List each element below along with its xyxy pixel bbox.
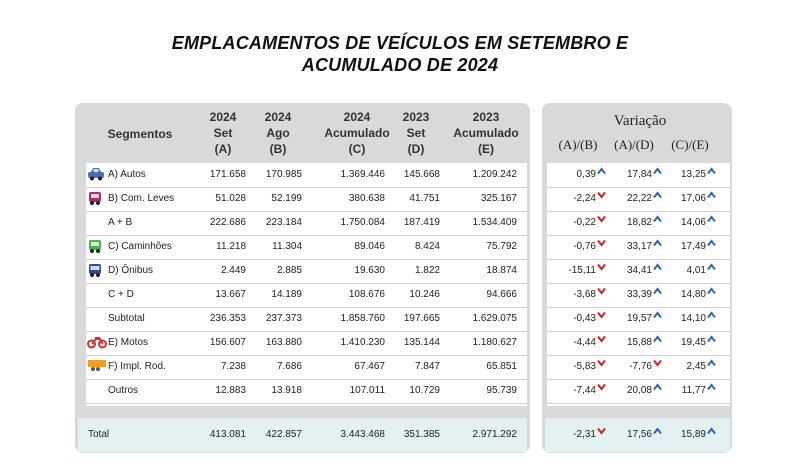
arrow-down-icon — [597, 287, 606, 298]
cell-e: 94.666 — [486, 289, 517, 300]
cell-b: 7.686 — [276, 361, 302, 372]
cell-d: 7.847 — [414, 361, 440, 372]
row-divider — [547, 187, 730, 188]
row-divider — [86, 403, 527, 404]
arrow-up-icon — [707, 359, 716, 370]
cell-e: 1.534.409 — [472, 217, 517, 228]
column-header-line: (E) — [478, 142, 494, 156]
row-label: C + D — [108, 289, 134, 300]
row-label: A) Autos — [108, 169, 146, 180]
arrow-down-icon — [653, 359, 662, 370]
column-header-line: Set — [406, 126, 426, 140]
cell-e: 65.851 — [486, 361, 517, 372]
row-divider — [86, 355, 527, 356]
cell-d: 1.822 — [414, 265, 440, 276]
row-divider — [547, 403, 730, 404]
cell-d: 135.144 — [403, 337, 440, 348]
column-header — [252, 109, 304, 157]
cell-b: 163.880 — [265, 337, 302, 348]
arrow-up-icon — [653, 191, 662, 202]
column-header-line: (D) — [407, 142, 425, 156]
column-header — [450, 109, 522, 157]
cell-b: 52.199 — [271, 193, 302, 204]
row-label: Outros — [108, 385, 139, 396]
cell-b: 2.885 — [276, 265, 302, 276]
column-header-line: Acumulado — [453, 126, 519, 140]
variation-v1: -0,43 — [573, 313, 596, 324]
column-header-line: (C) — [348, 142, 366, 156]
column-header — [197, 109, 249, 157]
row-divider — [86, 379, 527, 380]
cell-e: 1.180.627 — [472, 337, 517, 348]
column-header-line: Ago — [266, 126, 290, 140]
cell-b: 11.304 — [272, 241, 302, 252]
title-line-1: EMPLACAMENTOS DE VEÍCULOS EM SETEMBRO E — [171, 33, 629, 53]
arrow-up-icon — [653, 167, 662, 178]
arrow-up-icon — [707, 383, 716, 394]
cell-c: 19.630 — [354, 265, 385, 276]
arrow-down-icon — [597, 239, 606, 250]
variation-v2: 33,39 — [626, 289, 652, 300]
variation-v3: 17,06 — [680, 193, 706, 204]
truck-icon — [87, 239, 103, 259]
column-header-line: 2024 — [343, 110, 371, 124]
cell-b: 13.918 — [271, 385, 302, 396]
arrow-up-icon — [707, 239, 716, 250]
cell-b: 237.373 — [265, 313, 302, 324]
variation-v2: 17,84 — [626, 169, 652, 180]
cell-d: 351.385 — [403, 429, 440, 440]
cell-c: 3.443.468 — [340, 429, 385, 440]
variation-v3: 19,45 — [680, 337, 706, 348]
cell-a: 222.686 — [209, 217, 246, 228]
arrow-up-icon — [653, 287, 662, 298]
cell-a: 51.028 — [215, 193, 246, 204]
variation-v1: -0,76 — [573, 241, 596, 252]
arrow-up-icon — [707, 427, 716, 438]
cell-e: 2.971.292 — [472, 429, 517, 440]
arrow-up-icon — [707, 287, 716, 298]
arrow-up-icon — [707, 263, 716, 274]
page-title — [0, 32, 800, 76]
cell-c: 1.750.084 — [340, 217, 385, 228]
variation-v3: 13,25 — [680, 169, 706, 180]
cell-a: 7.238 — [220, 361, 246, 372]
row-divider — [547, 355, 730, 356]
variation-v2: 20,08 — [626, 385, 652, 396]
column-header — [392, 109, 440, 157]
row-divider — [547, 283, 730, 284]
variation-v3: 14,10 — [680, 313, 706, 324]
cell-b: 223.184 — [265, 217, 302, 228]
variation-v2: 22,22 — [626, 193, 652, 204]
variation-v3: 14,06 — [680, 217, 706, 228]
arrow-up-icon — [653, 239, 662, 250]
cell-c: 1.410.230 — [340, 337, 385, 348]
arrow-up-icon — [597, 167, 606, 178]
cell-e: 75.792 — [486, 241, 517, 252]
row-divider — [547, 331, 730, 332]
trailer-icon — [87, 359, 107, 377]
bus-icon — [87, 263, 103, 283]
variation-v2: 19,57 — [626, 313, 652, 324]
cell-e: 325.167 — [480, 193, 517, 204]
variation-v1: 0,39 — [576, 169, 596, 180]
column-header — [322, 109, 392, 157]
cell-a: 156.607 — [209, 337, 246, 348]
variation-v2: 33,17 — [626, 241, 652, 252]
cell-a: 236.353 — [209, 313, 246, 324]
arrow-up-icon — [707, 335, 716, 346]
arrow-down-icon — [597, 427, 606, 438]
cell-b: 170.985 — [265, 169, 302, 180]
column-header-line: 2023 — [402, 110, 430, 124]
var-col-header-ad: (A)/(D) — [614, 137, 654, 152]
var-col-header-ce: (C)/(E) — [671, 137, 709, 152]
arrow-down-icon — [597, 215, 606, 226]
variation-v1: -2,31 — [573, 429, 596, 440]
cell-d: 197.665 — [403, 313, 440, 324]
variation-v3: 17,49 — [680, 241, 706, 252]
row-label: A + B — [108, 217, 133, 228]
column-header-line: 2023 — [472, 110, 500, 124]
arrow-up-icon — [653, 263, 662, 274]
row-label: D) Ônibus — [108, 265, 154, 276]
row-divider — [547, 307, 730, 308]
cell-c: 380.638 — [348, 193, 385, 204]
cell-a: 11.218 — [216, 241, 246, 252]
cell-a: 13.667 — [215, 289, 246, 300]
variation-v2: 15,88 — [626, 337, 652, 348]
row-divider — [86, 307, 527, 308]
cell-e: 1.629.075 — [472, 313, 517, 324]
row-label: F) Impl. Rod. — [108, 361, 166, 372]
cell-d: 10.246 — [409, 289, 440, 300]
cell-b: 14.189 — [271, 289, 302, 300]
cell-a: 171.658 — [209, 169, 246, 180]
variation-v3: 11,77 — [681, 385, 706, 396]
title-line-2: ACUMULADO DE 2024 — [301, 55, 499, 75]
cell-c: 107.011 — [349, 385, 385, 396]
row-divider — [86, 283, 527, 284]
variation-v1: -2,24 — [573, 193, 596, 204]
variation-v2: 18,82 — [626, 217, 652, 228]
variation-v1: -7,44 — [573, 385, 596, 396]
variation-v3: 14,80 — [680, 289, 706, 300]
cell-b: 422.857 — [265, 429, 302, 440]
cell-a: 2.449 — [220, 265, 246, 276]
variation-v1: -0,22 — [573, 217, 596, 228]
row-divider — [547, 379, 730, 380]
row-divider — [547, 211, 730, 212]
arrow-down-icon — [597, 335, 606, 346]
variation-v3: 4,01 — [686, 265, 706, 276]
cell-d: 41.751 — [409, 193, 440, 204]
row-divider — [86, 211, 527, 212]
arrow-down-icon — [597, 311, 606, 322]
arrow-up-icon — [653, 215, 662, 226]
var-col-header-ab: (A)/(B) — [558, 137, 598, 152]
row-divider — [547, 235, 730, 236]
variation-v2: 34,41 — [626, 265, 652, 276]
column-header-line: (A) — [214, 142, 232, 156]
arrow-up-icon — [653, 383, 662, 394]
row-divider — [86, 331, 527, 332]
motorcycle-icon — [87, 335, 107, 354]
arrow-up-icon — [653, 427, 662, 438]
cell-c: 89.046 — [354, 241, 385, 252]
row-divider — [86, 187, 527, 188]
cell-c: 108.676 — [348, 289, 385, 300]
column-header-line: Acumulado — [324, 126, 390, 140]
arrow-up-icon — [707, 167, 716, 178]
variation-v2: 17,56 — [626, 429, 652, 440]
arrow-up-icon — [653, 335, 662, 346]
row-label: Total — [88, 429, 110, 440]
arrow-up-icon — [707, 311, 716, 322]
row-label: B) Com. Leves — [108, 193, 175, 204]
row-label: E) Motos — [108, 337, 149, 348]
arrow-down-icon — [597, 383, 606, 394]
variation-v2: -7,76 — [629, 361, 652, 372]
variation-v3: 15,89 — [680, 429, 706, 440]
cell-e: 95.739 — [486, 385, 517, 396]
row-label: C) Caminhões — [108, 241, 172, 252]
row-label: Subtotal — [108, 313, 145, 324]
variation-v1: -15,11 — [568, 265, 596, 276]
arrow-up-icon — [707, 215, 716, 226]
variation-v1: -3,68 — [573, 289, 596, 300]
arrow-down-icon — [597, 191, 606, 202]
variation-v1: -5,83 — [573, 361, 596, 372]
arrow-down-icon — [597, 359, 606, 370]
cell-c: 1.369.446 — [340, 169, 385, 180]
cell-c: 67.467 — [354, 361, 385, 372]
variation-v3: 2,45 — [686, 361, 706, 372]
van-icon — [87, 191, 103, 211]
cell-d: 145.668 — [403, 169, 440, 180]
row-divider — [86, 259, 527, 260]
column-header-line: Set — [213, 126, 233, 140]
cell-a: 413.081 — [209, 429, 246, 440]
cell-d: 187.419 — [403, 217, 440, 228]
column-header-line: 2024 — [209, 110, 237, 124]
cell-a: 12.883 — [215, 385, 246, 396]
cell-d: 10.729 — [409, 385, 440, 396]
arrow-down-icon — [597, 263, 606, 274]
column-header-line: 2024 — [264, 110, 292, 124]
variacao-header: Variação — [613, 113, 667, 129]
column-header-line: (B) — [269, 142, 287, 156]
row-divider — [86, 235, 527, 236]
cell-d: 8.424 — [414, 241, 440, 252]
arrow-up-icon — [653, 311, 662, 322]
cell-e: 18.874 — [486, 265, 517, 276]
segmentos-header: Segmentos — [107, 127, 173, 141]
arrow-up-icon — [707, 191, 716, 202]
total-row-band — [78, 418, 527, 452]
row-divider — [547, 259, 730, 260]
cell-c: 1.858.760 — [340, 313, 385, 324]
car-icon — [87, 167, 105, 186]
cell-e: 1.209.242 — [472, 169, 517, 180]
variation-v1: -4,44 — [573, 337, 596, 348]
